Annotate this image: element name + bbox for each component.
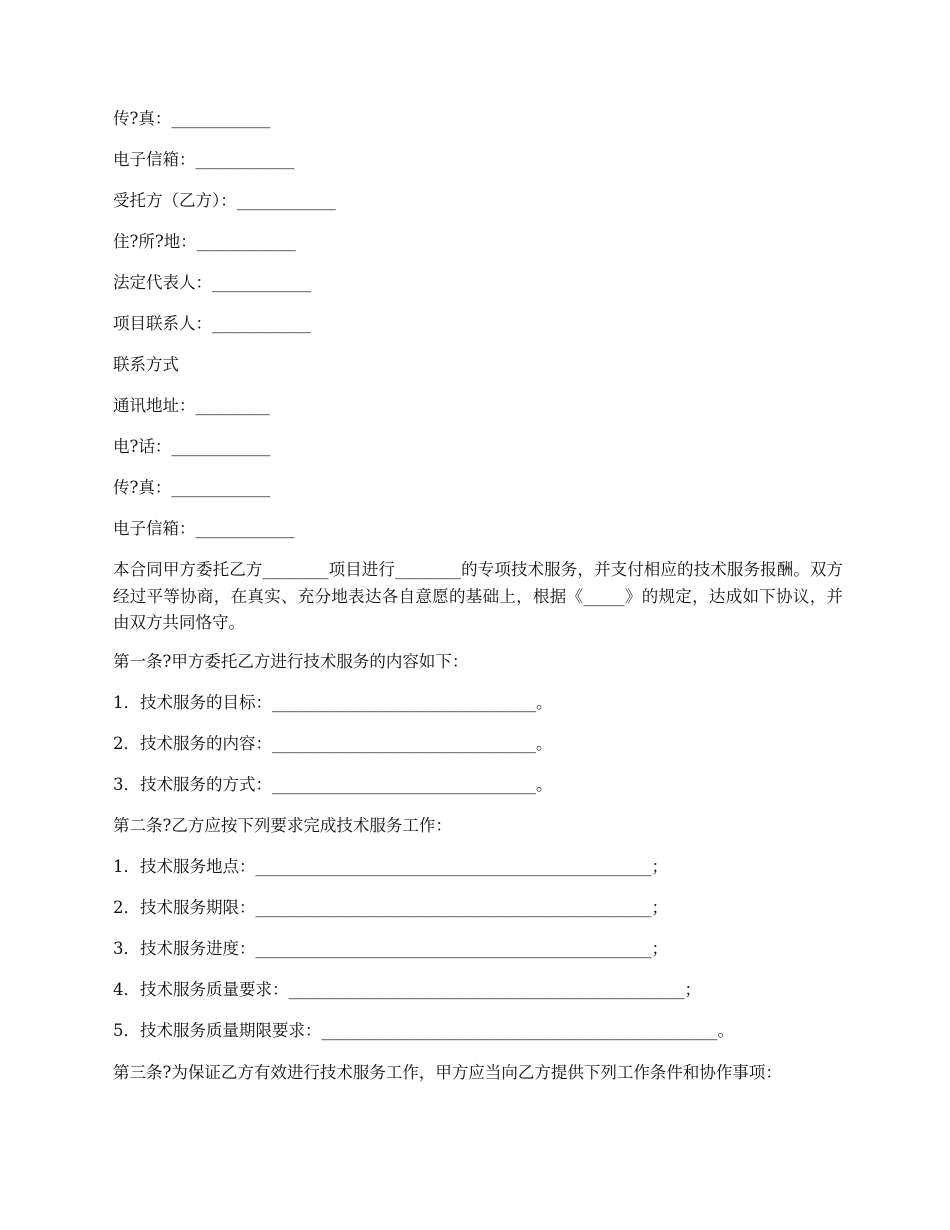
article-2-heading: 第二条?乙方应按下列要求完成技术服务工作： bbox=[113, 815, 452, 835]
article-3-heading: 第三条?为保证乙方有效进行技术服务工作，甲方应当向乙方提供下列工作条件和协作事项： bbox=[113, 1062, 782, 1082]
article-2-item-2: 2．技术服务期限：________________________________________________； bbox=[113, 897, 668, 917]
party-a-email: 电子信箱：____________ bbox=[113, 150, 295, 169]
article-2-item-1: 1．技术服务地点：________________________________________________； bbox=[113, 856, 668, 876]
article-1-item-1: 1．技术服务的目标：________________________________。 bbox=[113, 692, 553, 712]
party-b-fax: 传?真：____________ bbox=[113, 478, 271, 497]
party-b-project-contact: 项目联系人：____________ bbox=[113, 314, 311, 333]
contract-preamble: 本合同甲方委托乙方________项目进行________的专项技术服务，并支付相应的技术服务报酬。双方经过平等协商，在真实、充分地表达各自意愿的基础上，根据《_____》的规定，达成如下协议，并由双方共同恪守。 bbox=[113, 560, 843, 632]
article-2-item-4: 4．技术服务质量要求：________________________________________________； bbox=[113, 979, 701, 999]
party-b-address: 住?所?地：____________ bbox=[113, 232, 296, 251]
party-b-email: 电子信箱：____________ bbox=[113, 519, 295, 538]
article-2-item-5: 5．技术服务质量期限要求：________________________________________________。 bbox=[113, 1020, 734, 1040]
party-b-mailing-address: 通讯地址：_________ bbox=[113, 396, 270, 415]
party-b-legal-rep: 法定代表人：____________ bbox=[113, 273, 311, 292]
party-b-contact-heading: 联系方式 bbox=[113, 355, 179, 374]
party-b-title: 受托方（乙方）：____________ bbox=[113, 191, 336, 210]
party-b-phone: 电?话：____________ bbox=[113, 437, 271, 456]
article-2-item-3: 3．技术服务进度：________________________________________________； bbox=[113, 938, 668, 958]
article-1-item-2: 2．技术服务的内容：________________________________。 bbox=[113, 733, 553, 753]
contract-page bbox=[113, 108, 843, 1099]
article-1-heading: 第一条?甲方委托乙方进行技术服务的内容如下： bbox=[113, 651, 469, 671]
article-1-item-3: 3．技术服务的方式：________________________________。 bbox=[113, 774, 553, 794]
party-a-fax: 传?真：____________ bbox=[113, 109, 271, 128]
